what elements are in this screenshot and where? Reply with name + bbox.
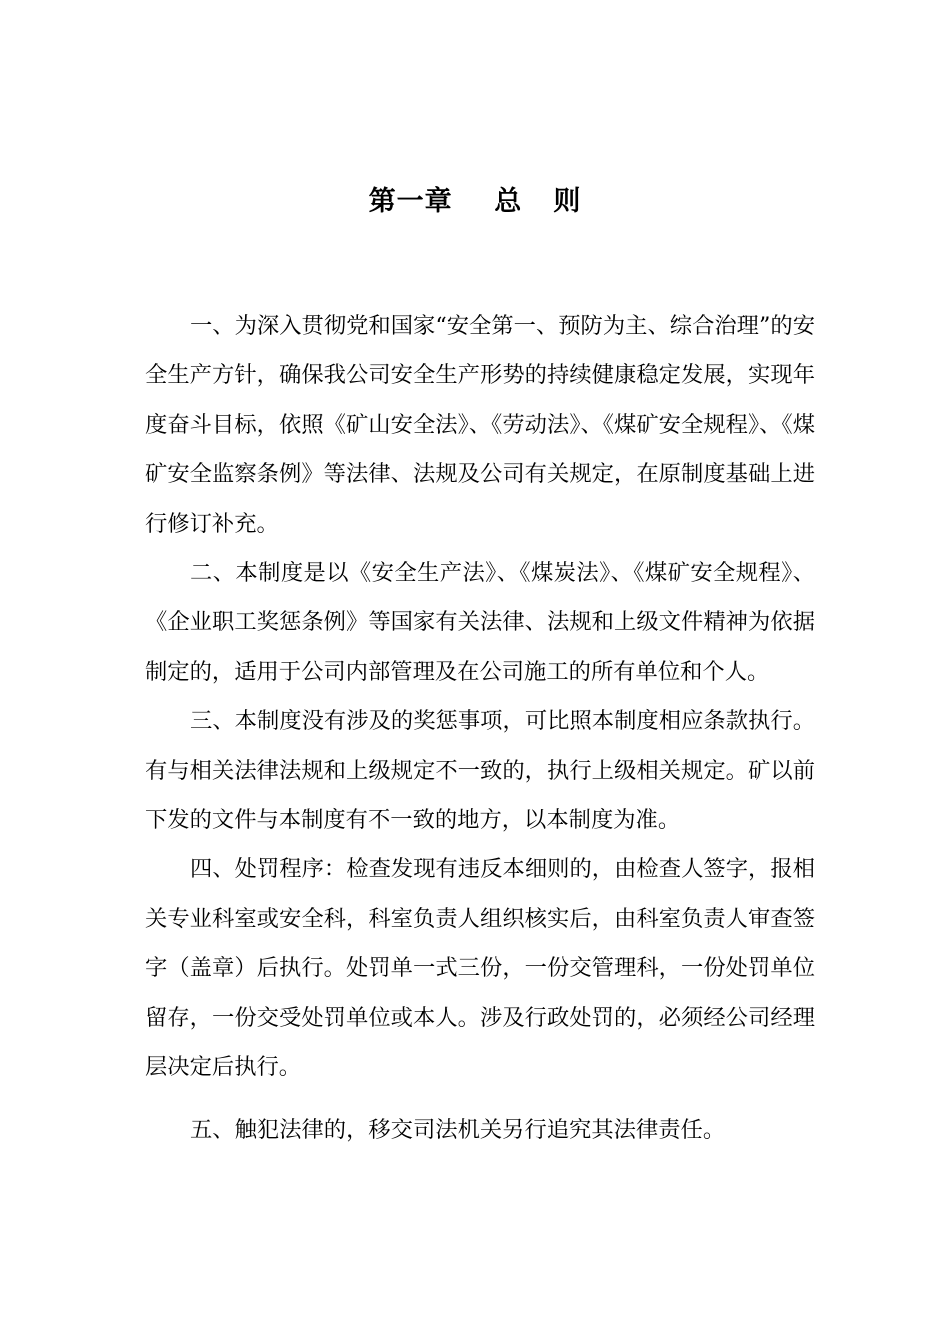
- paragraph-4: 四、处罚程序：检查发现有违反本细则的，由检查人签字，报相关专业科室或安全科，科室负责人组织核实后，由科室负责人审查签字（盖章）后执行。处罚单一式三份，一份交管理科，一份处罚单位留存，一份交受处罚单位或本人。涉及行政处罚的，必须经公司经理层决定后执行。: [145, 856, 815, 1081]
- paragraph-2: 二、本制度是以《安全生产法》、《煤炭法》、《煤矿安全规程》、《企业职工奖惩条例》等国家有关法律、法规和上级文件精神为依据制定的，适用于公司内部管理及在公司施工的所有单位和个人。: [145, 560, 815, 685]
- paragraph-3: 三、本制度没有涉及的奖惩事项，可比照本制度相应条款执行。有与相关法律法规和上级规定不一致的，执行上级相关规定。矿以前下发的文件与本制度有不一致的地方，以本制度为准。: [145, 708, 815, 834]
- paragraph-1: 一、为深入贯彻党和国家“安全第一、预防为主、综合治理”的安全生产方针，确保我公司安全生产形势的持续健康稳定发展，实现年度奋斗目标，依照《矿山安全法》、《劳动法》、《煤矿安全规程》、《煤矿安全监察条例》等法律、法规及公司有关规定，在原制度基础上进行修订补充。: [145, 313, 815, 537]
- chapter-title: 第一章 总 则: [368, 186, 582, 217]
- paragraph-5: 五、触犯法律的，移交司法机关另行追究其法律责任。: [190, 1116, 726, 1143]
- document-body: [145, 302, 815, 1155]
